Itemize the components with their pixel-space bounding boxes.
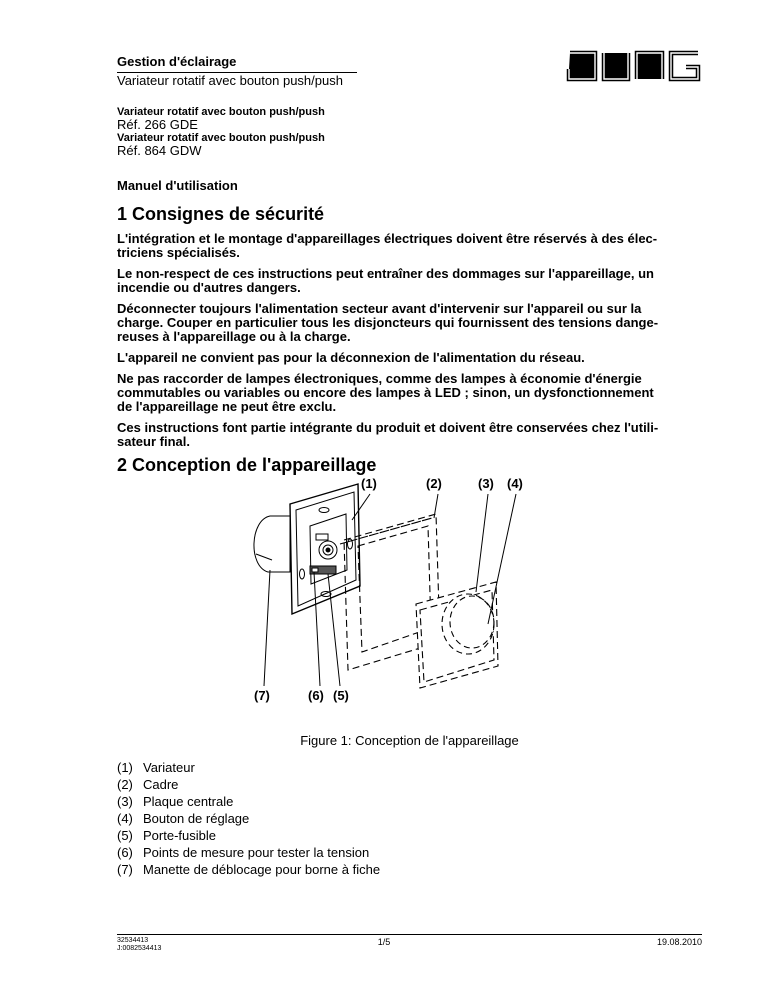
doc-number: 32534413 — [117, 937, 149, 944]
figure-label: (3) — [478, 476, 494, 491]
figure-caption: Figure 1: Conception de l'appareillage — [300, 733, 519, 748]
product-name: Variateur rotatif avec bouton push/push — [117, 132, 325, 144]
legend-number: (2) — [117, 777, 133, 792]
legend-text: Porte-fusible — [143, 828, 216, 843]
legend-number: (4) — [117, 811, 133, 826]
line: reuses à l'appareillage ou à la charge. — [117, 329, 351, 344]
line: L'appareil ne convient pas pour la déconnexion de l'alimentation du réseau. — [117, 350, 585, 365]
header-product-line: Variateur rotatif avec bouton push/push — [117, 73, 343, 88]
figure-label: (7) — [254, 688, 270, 703]
figure-legend — [117, 759, 380, 878]
figure-label: (2) — [426, 476, 442, 491]
figure-label: (5) — [333, 688, 349, 703]
legend-item — [117, 793, 380, 810]
product-ref: Réf. 266 GDE — [117, 117, 198, 132]
footer-date: 19.08.2010 — [656, 937, 702, 947]
knob-shape — [442, 594, 494, 654]
safety-paragraph — [117, 232, 702, 260]
legend-item — [117, 810, 380, 827]
legend-text: Points de mesure pour tester la tension — [143, 845, 370, 860]
line: triciens spécialisés. — [117, 245, 240, 260]
line: Le non-respect de ces instructions peut entraîner des dommages sur l'appareillage, un — [117, 266, 654, 281]
safety-paragraph — [117, 351, 702, 365]
manual-title: Manuel d'utilisation — [117, 178, 238, 193]
footer-doc-numbers — [117, 937, 161, 953]
line: charge. Couper en particulier tous les disjoncteurs qui fournissent des tensions dange- — [117, 315, 659, 330]
line: L'intégration et le montage d'appareillages électriques doivent être réservés à des élec- — [117, 231, 658, 246]
safety-paragraph — [117, 267, 702, 295]
footer-rule — [117, 934, 702, 935]
legend-number: (1) — [117, 760, 133, 775]
product-name: Variateur rotatif avec bouton push/push — [117, 106, 325, 118]
safety-paragraph — [117, 421, 702, 449]
legend-text: Cadre — [143, 777, 179, 792]
legend-text: Variateur — [143, 760, 195, 775]
figure-label: (1) — [361, 476, 377, 491]
header-category: Gestion d'éclairage — [117, 54, 237, 69]
dimmer-housing-cylinder — [254, 516, 290, 572]
line: commutables ou variables ou encore des lampes à LED ; sinon, un dysfonctionnement — [117, 385, 654, 400]
legend-text: Plaque centrale — [143, 794, 234, 809]
legend-item — [117, 827, 380, 844]
legend-item — [117, 776, 380, 793]
legend-number: (5) — [117, 828, 133, 843]
figure-label: (6) — [308, 688, 324, 703]
legend-item — [117, 759, 380, 776]
legend-text: Bouton de réglage — [143, 811, 250, 826]
product-ref: Réf. 864 GDW — [117, 143, 202, 158]
product-references — [117, 106, 325, 158]
legend-text: Manette de déblocage pour borne à fiche — [143, 862, 381, 877]
line: Ces instructions font partie intégrante du produit et doivent être conservées chez l'utili- — [117, 420, 659, 435]
jung-logo — [566, 50, 704, 82]
legend-item — [117, 844, 380, 861]
legend-number: (6) — [117, 845, 133, 860]
line: sateur final. — [117, 434, 190, 449]
legend-item — [117, 861, 380, 878]
page-number: 1/5 — [377, 937, 391, 947]
doc-code: J:0082534413 — [117, 945, 162, 952]
safety-paragraph — [117, 372, 702, 414]
line: incendie ou d'autres dangers. — [117, 280, 301, 295]
legend-number: (7) — [117, 862, 133, 877]
line: de l'appareillage ne peut être exclu. — [117, 399, 337, 414]
section-2-title: 2 Conception de l'appareillage — [117, 455, 377, 475]
safety-paragraphs — [117, 232, 702, 456]
section-1-title: 1 Consignes de sécurité — [117, 204, 325, 224]
legend-number: (3) — [117, 794, 133, 809]
safety-paragraph — [117, 302, 702, 344]
line: Ne pas raccorder de lampes électroniques, comme des lampes à économie d'énergie — [117, 371, 642, 386]
line: Déconnecter toujours l'alimentation secteur avant d'intervenir sur l'appareil ou sur la — [117, 301, 642, 316]
device-exploded-diagram — [230, 474, 560, 710]
figure-label: (4) — [507, 476, 523, 491]
